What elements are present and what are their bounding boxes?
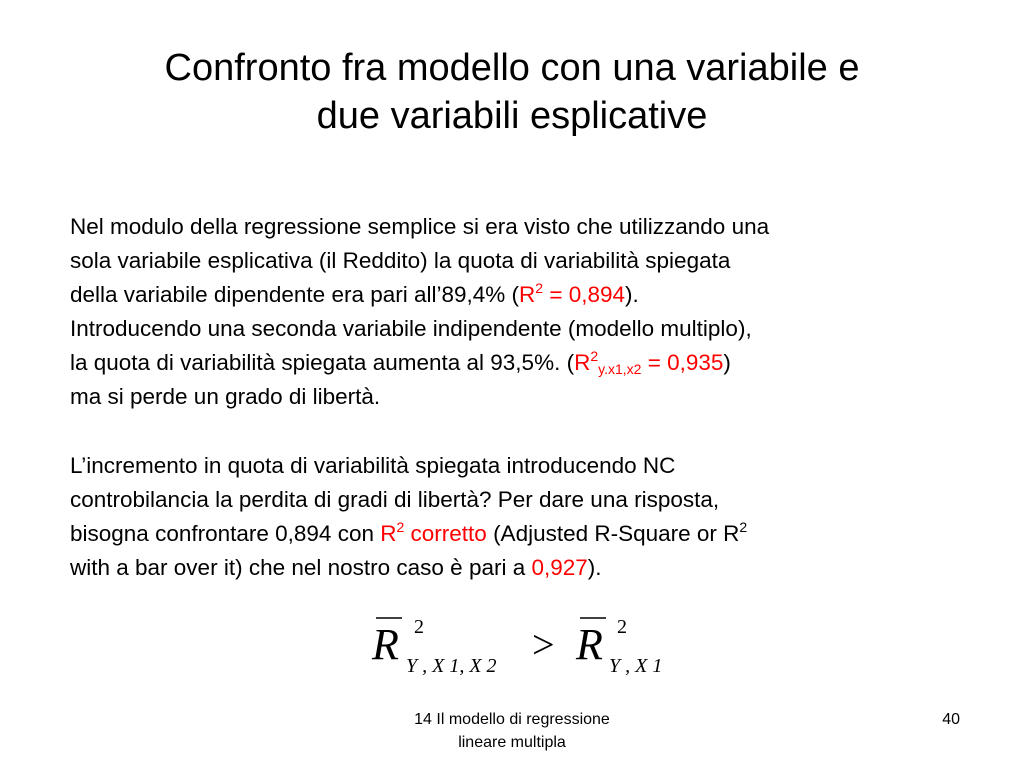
right-r-superscript: 2 bbox=[617, 616, 627, 638]
paragraph-2-line-4-text: with a bar over it) che nel nostro caso è pari a bbox=[70, 555, 532, 580]
r2-multiple-value: = 0,935 bbox=[641, 350, 724, 375]
paragraph-1-line-5-text: la quota di variabilità spiegata aumenta al 93,5%. ( bbox=[70, 350, 575, 375]
slide-title-line-1: Confronto fra modello con una variabile e bbox=[164, 47, 860, 89]
formula-svg bbox=[368, 606, 688, 686]
right-r-subscript: Y , X 1 bbox=[609, 655, 663, 677]
slide-footer bbox=[362, 708, 662, 754]
paragraph-adjusted-r2 bbox=[70, 449, 970, 585]
slide-title-line-2: due variabili esplicative bbox=[316, 95, 708, 137]
paragraph-simple-vs-multiple bbox=[70, 210, 970, 414]
left-r-symbol: R bbox=[372, 620, 399, 669]
paragraph-1-line-3-end: ). bbox=[625, 282, 639, 307]
footer-line-2: lineare multipla bbox=[458, 734, 566, 751]
paragraph-2-line-4 bbox=[70, 551, 970, 585]
r2-corrected-superscript: 2 bbox=[396, 519, 405, 535]
r2-bar-superscript: 2 bbox=[739, 519, 748, 535]
footer-line-1: 14 Il modello di regressione bbox=[414, 711, 610, 728]
r2-multiple-subscript: y.x1,x2 bbox=[598, 361, 642, 377]
paragraph-1-line-5-end: ) bbox=[723, 350, 731, 375]
paragraph-1-line-3 bbox=[70, 278, 970, 312]
paragraph-1-line-1: Nel modulo della regressione semplice si era visto che utilizzando una bbox=[70, 214, 770, 239]
paragraph-1-line-5 bbox=[70, 346, 970, 380]
right-r-symbol: R bbox=[576, 620, 603, 669]
r2-multiple-symbol: R bbox=[574, 350, 591, 375]
r2-simple-symbol: R bbox=[519, 282, 536, 307]
paragraph-2-line-3-text: bisogna confrontare 0,894 con bbox=[70, 521, 381, 546]
r2-simple-superscript: 2 bbox=[535, 280, 544, 296]
r2-multiple-superscript: 2 bbox=[590, 348, 599, 364]
r2-corrected-symbol: R bbox=[380, 521, 397, 546]
adjusted-r2-comparison-formula bbox=[368, 606, 688, 686]
adjusted-r2-value: 0,927 bbox=[531, 555, 588, 580]
left-r-superscript: 2 bbox=[414, 616, 424, 638]
page-number: 40 bbox=[942, 711, 960, 728]
paragraph-1-line-2: sola variabile esplicativa (il Reddito) la quota di variabilità spiegata bbox=[70, 248, 731, 273]
left-r-subscript: Y , X 1, X 2 bbox=[406, 655, 497, 677]
paragraph-2-line-1: L’incremento in quota di variabilità spiegata introducendo NC bbox=[70, 453, 676, 478]
paragraph-2-line-4-end: ). bbox=[587, 555, 602, 580]
paragraph-1-line-4: Introducendo una seconda variabile indipendente (modello multiplo), bbox=[70, 316, 752, 341]
r2-simple-value: = 0,894 bbox=[543, 282, 626, 307]
paragraph-1-line-6: ma si perde un grado di libertà. bbox=[70, 384, 381, 409]
slide-title bbox=[60, 44, 964, 140]
greater-than-operator: > bbox=[532, 622, 555, 667]
paragraph-2-line-3 bbox=[70, 517, 970, 551]
paragraph-1-line-3-text: della variabile dipendente era pari all’89,4% ( bbox=[70, 282, 520, 307]
paragraph-2-line-3-continued: (Adjusted R-Square or R bbox=[486, 521, 740, 546]
paragraph-2-line-2: controbilancia la perdita di gradi di libertà? Per dare una risposta, bbox=[70, 487, 720, 512]
r2-corrected-label: corretto bbox=[404, 521, 487, 546]
